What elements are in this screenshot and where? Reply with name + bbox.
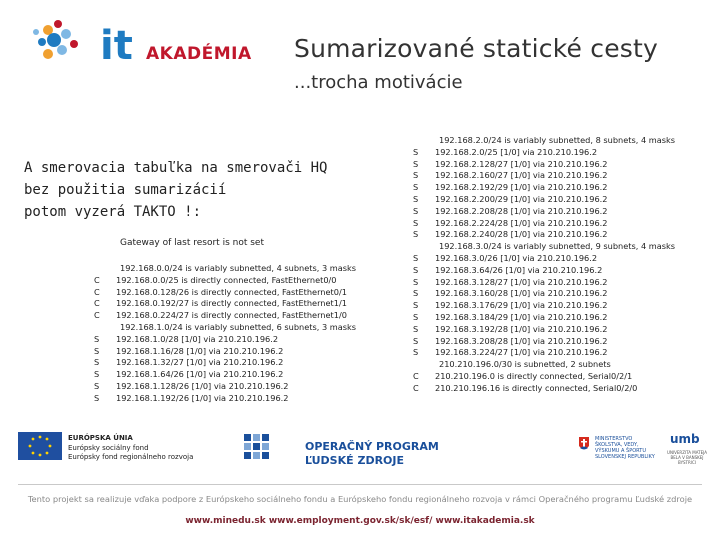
route-text: 210.210.196.16 is directly connected, Serial0/2/0 bbox=[435, 382, 638, 393]
route-code bbox=[413, 241, 427, 253]
route-row bbox=[413, 218, 675, 230]
route-code: C bbox=[94, 310, 100, 321]
umb-subtitle: UNIVERZITA MATEJA BELA V BANSKEJ BYSTRICI bbox=[667, 450, 707, 465]
route-text: 192.168.3.176/29 [1/0] via 210.210.196.2 bbox=[435, 300, 608, 311]
route-row bbox=[413, 371, 675, 383]
route-text: 192.168.0.224/27 is directly connected, FastEthernet1/0 bbox=[116, 310, 347, 321]
route-text: 192.168.3.64/26 [1/0] via 210.210.196.2 bbox=[435, 264, 603, 275]
route-row bbox=[94, 287, 356, 299]
footer-divider bbox=[18, 484, 702, 485]
route-code: S bbox=[413, 335, 419, 346]
route-row bbox=[413, 300, 675, 312]
route-text: 192.168.1.64/26 [1/0] via 210.210.196.2 bbox=[116, 369, 284, 380]
op-line-1: OPERAČNÝ PROGRAM bbox=[305, 440, 439, 453]
it-akademia-logo bbox=[28, 14, 252, 69]
route-text: 192.168.2.128/27 [1/0] via 210.210.196.2 bbox=[435, 158, 608, 169]
logo-akademia-text: AKADÉMIA bbox=[146, 44, 252, 64]
route-text: 192.168.3.184/29 [1/0] via 210.210.196.2 bbox=[435, 311, 608, 322]
eu-flag-icon bbox=[18, 432, 62, 460]
eu-line-3: Európsky fond regionálneho rozvoja bbox=[68, 453, 194, 461]
route-row bbox=[413, 147, 675, 159]
route-text: 192.168.1.32/27 [1/0] via 210.210.196.2 bbox=[116, 357, 284, 368]
gateway-text: Gateway of last resort is not set bbox=[120, 238, 264, 248]
intro-line-1: A smerovacia tabuľka na smerovači HQ bbox=[24, 160, 328, 176]
route-row bbox=[413, 383, 675, 395]
route-row bbox=[413, 288, 675, 300]
route-row bbox=[413, 347, 675, 359]
route-text: 192.168.2.0/24 is variably subnetted, 8 subnets, 4 masks bbox=[439, 135, 676, 145]
route-code: S bbox=[94, 345, 100, 356]
route-code: C bbox=[94, 274, 100, 285]
route-row bbox=[413, 241, 675, 253]
route-code bbox=[94, 263, 108, 275]
route-row bbox=[413, 265, 675, 277]
route-row bbox=[413, 159, 675, 171]
route-code: S bbox=[94, 357, 100, 368]
op-line-2: ĽUDSKÉ ZDROJE bbox=[305, 454, 405, 467]
footer-links[interactable]: www.minedu.sk www.employment.gov.sk/sk/esf/ www.itakademia.sk bbox=[185, 516, 535, 526]
route-text: 192.168.3.208/28 [1/0] via 210.210.196.2 bbox=[435, 335, 608, 346]
logo-it-text: it bbox=[100, 23, 133, 69]
route-text: 192.168.2.240/28 [1/0] via 210.210.196.2 bbox=[435, 229, 608, 240]
route-text: 192.168.3.0/24 is variably subnetted, 9 subnets, 4 masks bbox=[439, 241, 676, 252]
route-code bbox=[94, 322, 108, 334]
route-code: S bbox=[413, 288, 419, 299]
route-row bbox=[94, 381, 356, 393]
route-text: 192.168.3.192/28 [1/0] via 210.210.196.2 bbox=[435, 323, 608, 334]
route-code: S bbox=[413, 205, 419, 216]
route-row bbox=[413, 277, 675, 289]
eu-text bbox=[68, 434, 193, 463]
route-row bbox=[413, 336, 675, 348]
intro-text bbox=[24, 157, 328, 223]
route-code: C bbox=[94, 298, 100, 309]
route-row bbox=[94, 322, 356, 334]
route-code: S bbox=[413, 347, 419, 358]
routing-table-right bbox=[413, 135, 675, 395]
route-row bbox=[94, 393, 356, 405]
route-code bbox=[413, 135, 427, 147]
route-code: S bbox=[413, 146, 419, 157]
route-text: 192.168.2.224/28 [1/0] via 210.210.196.2 bbox=[435, 217, 608, 228]
route-code: S bbox=[413, 193, 419, 204]
route-text: 192.168.2.200/29 [1/0] via 210.210.196.2 bbox=[435, 193, 608, 204]
route-row bbox=[413, 182, 675, 194]
route-text: 192.168.3.0/26 [1/0] via 210.210.196.2 bbox=[435, 252, 598, 263]
route-code: C bbox=[413, 370, 419, 381]
route-text: 192.168.0.0/24 is variably subnetted, 4 subnets, 3 masks bbox=[120, 263, 357, 273]
route-code: S bbox=[413, 229, 419, 240]
route-text: 192.168.1.0/28 [1/0] via 210.210.196.2 bbox=[116, 333, 279, 344]
route-text: 192.168.0.128/26 is directly connected, FastEthernet0/1 bbox=[116, 286, 347, 297]
eu-line-2: Európsky sociálny fond bbox=[68, 443, 149, 452]
route-row bbox=[413, 312, 675, 324]
route-row bbox=[94, 310, 356, 322]
route-text: 192.168.3.224/27 [1/0] via 210.210.196.2 bbox=[435, 347, 608, 358]
route-code: S bbox=[94, 333, 100, 344]
logo-mark-icon bbox=[28, 14, 100, 66]
page-title: Sumarizované statické cesty bbox=[294, 34, 659, 63]
route-row bbox=[94, 275, 356, 287]
eu-line-1: EURÓPSKA ÚNIA bbox=[68, 434, 133, 442]
route-row bbox=[413, 324, 675, 336]
op-text bbox=[305, 440, 439, 468]
route-row bbox=[413, 170, 675, 182]
ministry-text: MINISTERSTVO ŠKOLSTVA, VEDY, VÝSKUMU A ŠPORTU SLOVENSKEJ REPUBLIKY bbox=[595, 436, 655, 460]
route-code: C bbox=[94, 286, 100, 297]
route-code: S bbox=[413, 264, 419, 275]
footer-disclaimer: Tento projekt sa realizuje vďaka podpore z Európskeho sociálneho fondu a Európskeho fondu regionálneho rozvoja v rámci Operačného programu Ľudské zdroje bbox=[27, 494, 693, 504]
route-row bbox=[413, 206, 675, 218]
op-logo-icon bbox=[244, 434, 278, 468]
route-code: S bbox=[413, 311, 419, 322]
route-text: 192.168.1.0/24 is variably subnetted, 6 subnets, 3 masks bbox=[120, 321, 357, 332]
route-code: S bbox=[413, 252, 419, 263]
route-text: 192.168.2.160/27 [1/0] via 210.210.196.2 bbox=[435, 170, 608, 181]
route-row bbox=[94, 357, 356, 369]
route-row bbox=[94, 369, 356, 381]
route-code: S bbox=[413, 323, 419, 334]
intro-line-2: bez použitia sumarizácií bbox=[24, 182, 227, 198]
route-code: S bbox=[94, 369, 100, 380]
route-text: 192.168.2.192/29 [1/0] via 210.210.196.2 bbox=[435, 182, 608, 193]
route-code: S bbox=[413, 276, 419, 287]
route-row bbox=[413, 253, 675, 265]
route-code: S bbox=[413, 182, 419, 193]
routing-table-left bbox=[94, 263, 356, 405]
slovak-coat-of-arms-icon bbox=[578, 436, 590, 452]
route-text: 192.168.0.0/25 is directly connected, FastEthernet0/0 bbox=[116, 274, 337, 285]
route-text: 192.168.3.128/27 [1/0] via 210.210.196.2 bbox=[435, 276, 608, 287]
route-code: S bbox=[94, 380, 100, 391]
route-row bbox=[413, 229, 675, 241]
route-row bbox=[413, 135, 675, 147]
route-row bbox=[94, 263, 356, 275]
route-code: S bbox=[413, 158, 419, 169]
route-row bbox=[94, 334, 356, 346]
route-code: S bbox=[413, 217, 419, 228]
route-text: 192.168.2.0/25 [1/0] via 210.210.196.2 bbox=[435, 146, 598, 157]
route-row bbox=[94, 298, 356, 310]
page-subtitle: ...trocha motivácie bbox=[294, 72, 463, 93]
route-code: S bbox=[94, 392, 100, 403]
intro-line-3: potom vyzerá TAKTO !: bbox=[24, 204, 202, 220]
route-text: 210.210.196.0/30 is subnetted, 2 subnets bbox=[439, 359, 611, 370]
route-text: 192.168.2.208/28 [1/0] via 210.210.196.2 bbox=[435, 205, 608, 216]
route-text: 192.168.1.192/26 [1/0] via 210.210.196.2 bbox=[116, 392, 289, 403]
route-text: 192.168.3.160/28 [1/0] via 210.210.196.2 bbox=[435, 288, 608, 299]
route-code: S bbox=[413, 170, 419, 181]
route-row bbox=[413, 194, 675, 206]
route-text: 192.168.0.192/27 is directly connected, FastEthernet1/1 bbox=[116, 298, 347, 309]
route-code: S bbox=[413, 300, 419, 311]
umb-logo: umb bbox=[670, 432, 700, 446]
route-row bbox=[94, 346, 356, 358]
route-text: 192.168.1.16/28 [1/0] via 210.210.196.2 bbox=[116, 345, 284, 356]
route-text: 210.210.196.0 is directly connected, Serial0/2/1 bbox=[435, 370, 633, 381]
route-code bbox=[413, 359, 427, 371]
route-text: 192.168.1.128/26 [1/0] via 210.210.196.2 bbox=[116, 380, 289, 391]
route-row bbox=[413, 359, 675, 371]
route-code: C bbox=[413, 382, 419, 393]
